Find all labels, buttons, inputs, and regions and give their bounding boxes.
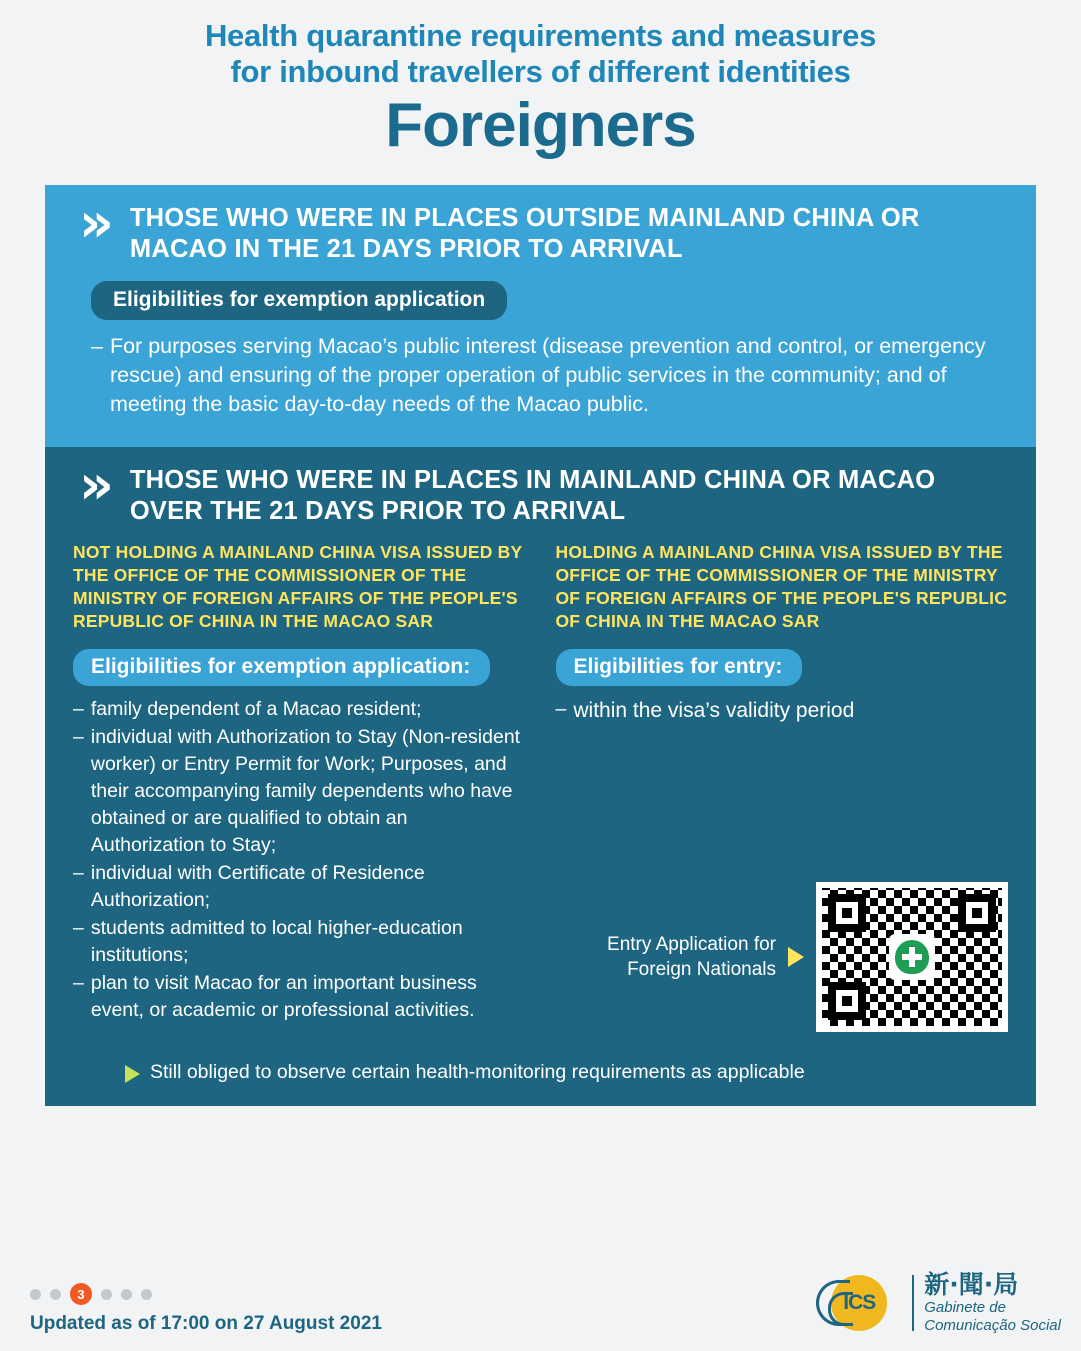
qr-code-block[interactable]: [607, 882, 1008, 1032]
dash-marker: –: [73, 862, 84, 884]
page-dot-4[interactable]: [101, 1289, 112, 1300]
list-item-text: within the visa’s validity period: [573, 699, 855, 722]
page-dot-current[interactable]: 3: [70, 1283, 92, 1305]
dash-marker: –: [555, 698, 567, 720]
list-item-text: plan to visit Macao for an important business event, or academic or professional activities.: [90, 972, 477, 1021]
qr-code-label-line-2: Foreign Nationals: [627, 959, 776, 980]
page-dot-2[interactable]: [50, 1289, 61, 1300]
qr-code-label-line-1: Entry Application for: [607, 934, 776, 955]
logo-text: [924, 1271, 1061, 1335]
list-item: [73, 860, 526, 914]
logo-text-portuguese-line-1: Gabinete de: [924, 1299, 1006, 1316]
page-dot-5[interactable]: [121, 1289, 132, 1300]
qr-center-logo: [889, 934, 935, 980]
logo-text-chinese: 新·聞·局: [924, 1270, 1019, 1299]
section-1-header: [73, 191, 1008, 265]
chevron-double-right-icon: »: [79, 453, 102, 516]
list-item: [73, 915, 526, 969]
list-item-text: students admitted to local higher-education institutions;: [90, 917, 463, 966]
logo-divider: [912, 1275, 914, 1331]
page-footer: [30, 1271, 1061, 1335]
list-item: [73, 696, 526, 723]
triangle-right-icon: [125, 1065, 140, 1083]
page-indicator[interactable]: [30, 1283, 382, 1305]
list-item: [73, 970, 526, 1024]
section-1-pill: Eligibilities for exemption application: [91, 281, 507, 320]
list-item: [73, 724, 526, 859]
dash-marker: –: [73, 698, 84, 720]
left-column-heading: NOT HOLDING A MAINLAND CHINA VISA ISSUED BY THE OFFICE OF THE COMMISSIONER OF THE MINISTRY OF FOREIGN AFFAIRS OF THE PEOPLE'S REPUBLIC OF CHINA IN THE MACAO SAR: [73, 542, 523, 631]
section-2-header: [73, 453, 1008, 527]
dash-marker: –: [73, 726, 84, 748]
arrow-right-icon: [788, 947, 804, 967]
section-2-title: THOSE WHO WERE IN PLACES IN MAINLAND CHINA OR MACAO OVER THE 21 DAYS PRIOR TO ARRIVAL: [129, 466, 936, 525]
page-dot-6[interactable]: [141, 1289, 152, 1300]
section-outside-mainland: [45, 185, 1036, 447]
dash-marker: –: [73, 917, 84, 939]
list-item: [556, 696, 1009, 725]
health-monitoring-note: [125, 1059, 1008, 1086]
page-header: [0, 0, 1081, 160]
qr-code-label: [607, 932, 776, 982]
left-column-pill: Eligibilities for exemption application:: [73, 649, 490, 686]
right-column-list: [556, 696, 1009, 725]
page-dot-1[interactable]: [30, 1289, 41, 1300]
updated-timestamp: Updated as of 17:00 on 27 August 2021: [30, 1313, 382, 1334]
logo-waves-icon: [816, 1280, 850, 1326]
qr-eye-bottom-left: [828, 982, 866, 1020]
right-column-pill: Eligibilities for entry:: [556, 649, 803, 686]
header-line-1: Health quarantine requirements and measures: [204, 18, 877, 53]
qr-eye-top-left: [828, 894, 866, 932]
logo-abbreviation: ICS: [843, 1291, 876, 1314]
header-line-2: for inbound travellers of different identities: [230, 54, 851, 89]
chevron-double-right-icon: »: [79, 191, 102, 254]
section-1-item-text: For purposes serving Macao’s public interest (disease prevention and control, or emergency rescue) and ensuring of the proper operation of public services in the community; and of meeting the basic day-to-day needs of the Macao public.: [109, 334, 986, 416]
list-item-text: individual with Authorization to Stay (Non-resident worker) or Entry Permit for Work; Purposes, and their accompanying family dependents who have obtained or are qualified to obtain an Authorization to Stay;: [90, 726, 521, 856]
content-panels: [45, 185, 1036, 1106]
health-monitoring-note-text: Still obliged to observe certain health-monitoring requirements as applicable: [150, 1061, 805, 1083]
section-1-item: [91, 332, 1008, 419]
page-title: Foreigners: [385, 91, 696, 160]
qr-eye-top-right: [958, 894, 996, 932]
left-column-list: [73, 696, 526, 1024]
gcs-logo: [816, 1271, 1061, 1335]
logo-text-portuguese-line-2: Comunicação Social: [924, 1317, 1061, 1334]
dash-marker: –: [91, 334, 103, 358]
list-item-text: individual with Certificate of Residence Authorization;: [90, 862, 425, 911]
column-not-holding-visa: [73, 541, 526, 1025]
dash-marker: –: [73, 972, 84, 994]
logo-mark-icon: [816, 1272, 902, 1334]
list-item-text: family dependent of a Macao resident;: [90, 698, 422, 720]
section-1-title: THOSE WHO WERE IN PLACES OUTSIDE MAINLAND CHINA OR MACAO IN THE 21 DAYS PRIOR TO ARRIVAL: [129, 204, 920, 263]
section-inside-mainland: [45, 447, 1036, 1106]
right-column-heading: HOLDING A MAINLAND CHINA VISA ISSUED BY THE OFFICE OF THE COMMISSIONER OF THE MINISTRY OF FOREIGN AFFAIRS OF THE PEOPLE'S REPUBLIC OF CHINA IN THE MACAO SAR: [555, 542, 1008, 631]
qr-code-icon[interactable]: [816, 882, 1008, 1032]
footer-left: [30, 1283, 382, 1335]
